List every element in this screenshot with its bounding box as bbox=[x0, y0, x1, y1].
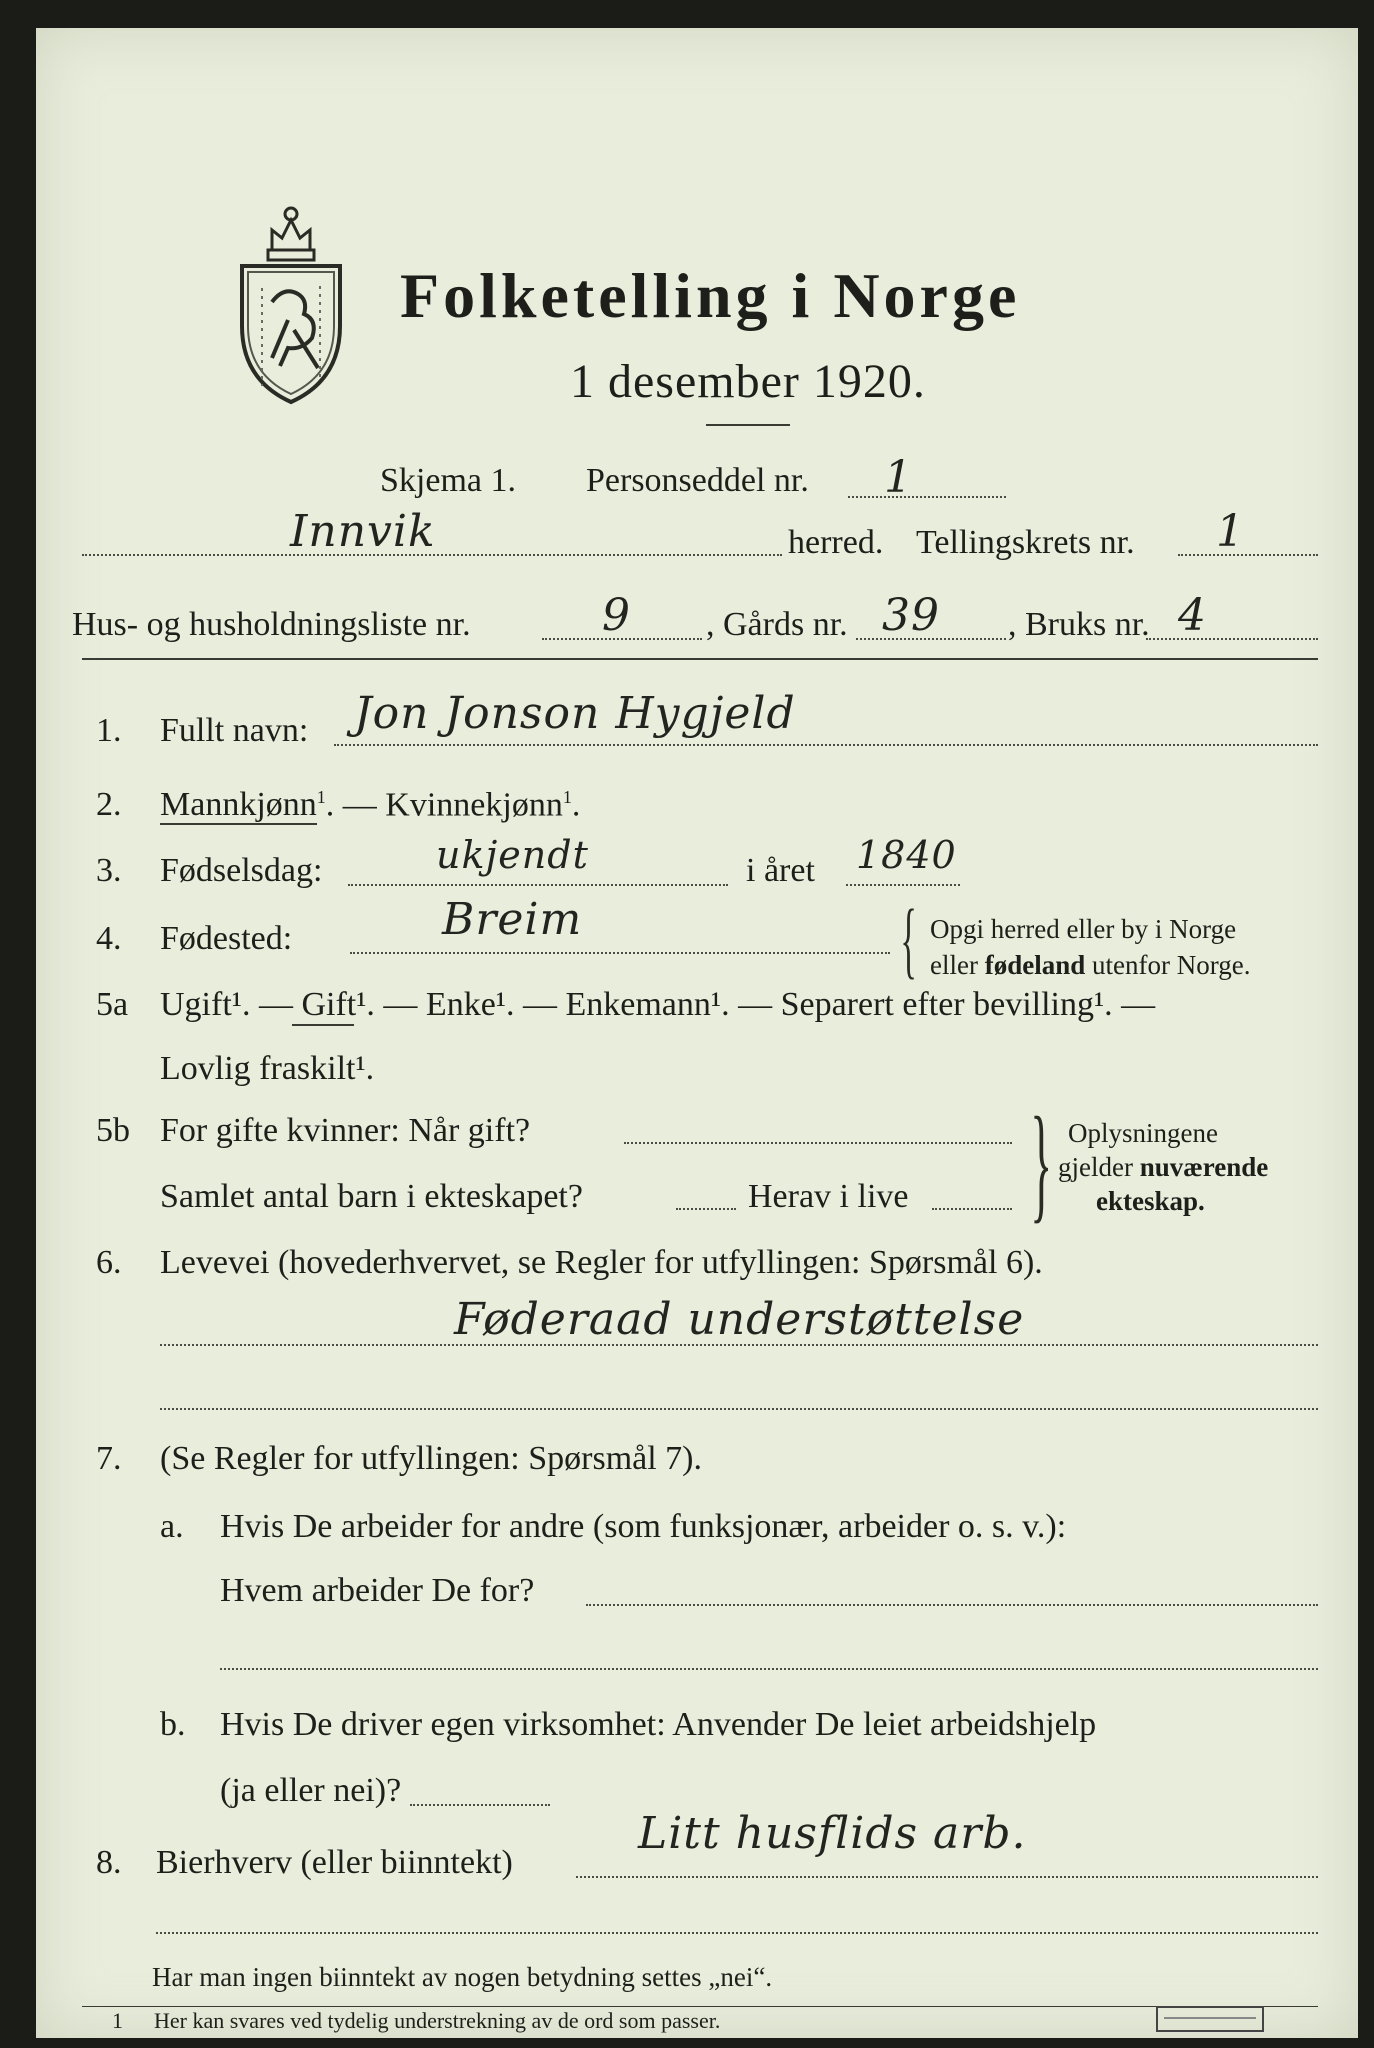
q7-number: 7. bbox=[96, 1440, 122, 1477]
q7b-line-2: (ja eller nei)? bbox=[220, 1772, 402, 1809]
q4-label: Fødested: bbox=[160, 920, 293, 957]
form-date: 1 desember 1920. bbox=[570, 355, 926, 408]
q7a-line-1: Hvis De arbeider for andre (som funksjonær, arbeider o. s. v.): bbox=[220, 1508, 1067, 1545]
herred-value: Innvik bbox=[290, 506, 436, 557]
q4-line bbox=[350, 952, 890, 954]
q8-label: Bierhverv (eller biinntekt) bbox=[156, 1844, 513, 1881]
q7a-line-2: Hvem arbeider De for? bbox=[220, 1572, 535, 1609]
q5b-note-1: Oplysningene bbox=[1068, 1118, 1218, 1148]
q4-note-1: Opgi herred eller by i Norge bbox=[930, 914, 1237, 944]
q4-note-2: eller fødeland utenfor Norge. bbox=[930, 950, 1251, 980]
bruks-line bbox=[1146, 638, 1318, 640]
gards-value: 39 bbox=[882, 590, 940, 641]
q3-year-line bbox=[846, 884, 960, 886]
q7-label: (Se Regler for utfyllingen: Spørsmål 7). bbox=[160, 1440, 703, 1477]
male-option: Mannkjønn bbox=[160, 786, 317, 824]
coat-of-arms-icon bbox=[232, 190, 350, 408]
female-option: Kvinnekjønn bbox=[385, 786, 563, 824]
q5b-note-3: ekteskap. bbox=[1096, 1186, 1205, 1216]
marital-status-options-2: Lovlig fraskilt¹. bbox=[160, 1050, 375, 1087]
q4-brace: { bbox=[900, 891, 917, 987]
footnote: Her kan svares ved tydelig understrekning av de ord som passer. bbox=[154, 2008, 721, 2033]
bruks-label: , Bruks nr. bbox=[1008, 606, 1150, 643]
q3-year-label: i året bbox=[746, 852, 815, 889]
tellingskrets-line bbox=[1178, 554, 1318, 556]
q1-label: Fullt navn: bbox=[160, 712, 309, 749]
header-divider bbox=[82, 658, 1318, 660]
q8-number: 8. bbox=[96, 1844, 122, 1881]
q5b-label-3: Herav i live bbox=[748, 1178, 909, 1215]
q5b-number: 5b bbox=[96, 1112, 130, 1149]
q5b-label-2: Samlet antal barn i ekteskapet? bbox=[160, 1178, 583, 1215]
q4-number: 4. bbox=[96, 920, 122, 957]
gards-label: , Gårds nr. bbox=[706, 606, 848, 643]
q5b-line-1 bbox=[624, 1142, 1012, 1144]
birth-year-value: 1840 bbox=[856, 833, 957, 877]
q7a-number: a. bbox=[160, 1508, 184, 1545]
full-name-value: Jon Jonson Hygjeld bbox=[354, 688, 796, 739]
q8-line bbox=[576, 1876, 1318, 1878]
q2-number: 2. bbox=[96, 786, 122, 823]
gift-underline bbox=[292, 1024, 354, 1026]
personseddel-line bbox=[848, 496, 1006, 498]
bruks-value: 4 bbox=[1178, 590, 1207, 641]
herred-label: herred. bbox=[788, 524, 884, 561]
q7a-answer-line-2 bbox=[220, 1668, 1318, 1670]
marital-status-options: Ugift¹. — Gift¹. — Enke¹. — Enkemann¹. — Separert efter bevilling¹. — bbox=[160, 986, 1156, 1023]
q3-number: 3. bbox=[96, 852, 122, 889]
q7a-answer-line-1 bbox=[586, 1604, 1318, 1606]
hus-value: 9 bbox=[602, 590, 631, 641]
tellingskrets-label: Tellingskrets nr. bbox=[916, 524, 1135, 561]
q8-line-2 bbox=[156, 1932, 1318, 1934]
census-form bbox=[36, 28, 1358, 2038]
form-title: Folketelling i Norge bbox=[400, 260, 1021, 331]
title-divider bbox=[706, 424, 790, 426]
q5b-note-2: gjelder nuværende bbox=[1058, 1152, 1269, 1182]
footer-divider bbox=[82, 2006, 1318, 2007]
q5b-label-1: For gifte kvinner: Når gift? bbox=[160, 1112, 531, 1149]
q5b-line-3 bbox=[932, 1208, 1012, 1210]
personseddel-value: 1 bbox=[884, 452, 913, 503]
birthday-value: ukjendt bbox=[436, 833, 589, 877]
q3-label: Fødselsdag: bbox=[160, 852, 323, 889]
personseddel-label: Personseddel nr. bbox=[586, 462, 809, 499]
tellingskrets-value: 1 bbox=[1216, 506, 1245, 557]
side-occupation-value: Litt husflids arb. bbox=[638, 1808, 1027, 1859]
q7b-line-1: Hvis De driver egen virksomhet: Anvender De leiet arbeidshjelp bbox=[220, 1706, 1097, 1743]
q5b-line-2 bbox=[676, 1208, 736, 1210]
hus-label: Hus- og husholdningsliste nr. bbox=[72, 606, 471, 643]
livelihood-value: Føderaad understøttelse bbox=[454, 1294, 1025, 1345]
q3-line bbox=[348, 884, 728, 886]
skjema-label: Skjema 1. bbox=[380, 462, 516, 499]
q6-label: Levevei (hovederhvervet, se Regler for utfyllingen: Spørsmål 6). bbox=[160, 1244, 1043, 1281]
q1-line bbox=[334, 744, 1318, 746]
q7b-number: b. bbox=[160, 1706, 186, 1743]
printer-stamp bbox=[1156, 2006, 1264, 2032]
footer-note: Har man ingen biinntekt av nogen betydning settes „nei“. bbox=[152, 1962, 773, 1992]
q1-number: 1. bbox=[96, 712, 122, 749]
q5b-brace: } bbox=[1030, 1091, 1053, 1235]
q6-line-2 bbox=[160, 1408, 1318, 1410]
birthplace-value: Breim bbox=[442, 894, 583, 945]
q7b-answer-line bbox=[410, 1804, 550, 1806]
footnote-mark: 1 bbox=[112, 2008, 123, 2033]
q2-options: Mannkjønn$^1$. — Kvinnekjønn$^1$. bbox=[160, 786, 581, 824]
q6-number: 6. bbox=[96, 1244, 122, 1281]
q5a-number: 5a bbox=[96, 986, 129, 1023]
